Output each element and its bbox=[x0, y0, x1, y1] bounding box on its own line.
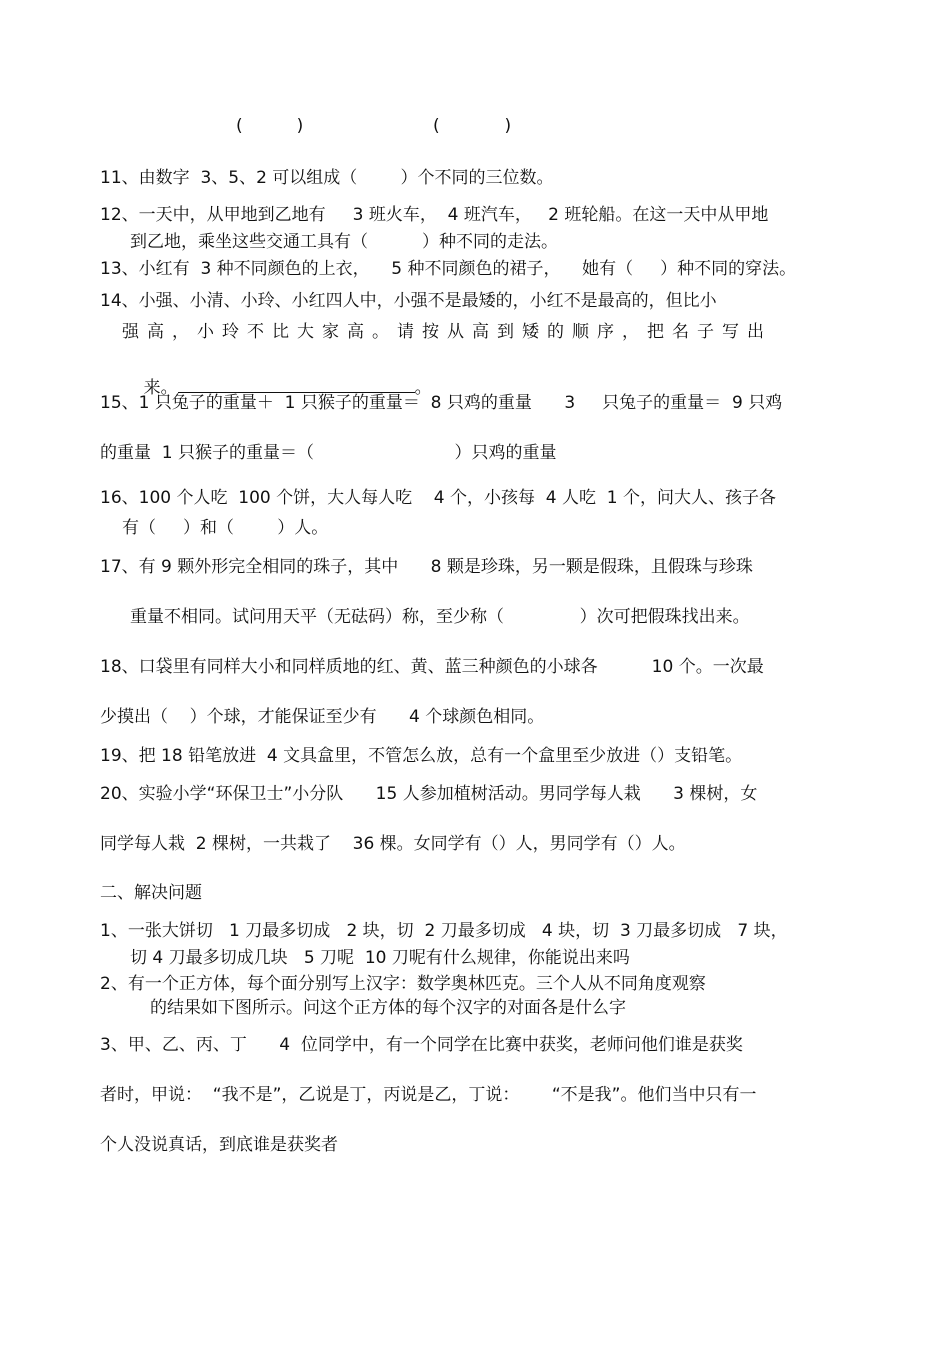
problem-2-line-1: 2、有一个正方体，每个面分别写上汉字：数学奥林匹克。三个人从不同角度观察 bbox=[100, 974, 706, 994]
problem-3-line-3: 个人没说真话，到底谁是获奖者 bbox=[100, 1135, 338, 1155]
question-16-line-1: 16、100 个人吃 100 个饼，大人每人吃 4 个，小孩每 4 人吃 1 个，问大人、孩子各 bbox=[100, 488, 777, 508]
answer-blank bbox=[178, 376, 415, 393]
question-17-line-2: 重量不相同。试问用天平（无砝码）称，至少称（ ）次可把假珠找出来。 bbox=[130, 607, 750, 627]
problem-1-line-1: 1、一张大饼切 1 刀最多切成 2 块，切 2 刀最多切成 4 块，切 3 刀最多切成 7 块， bbox=[100, 921, 788, 941]
question-15-line-2: 的重量 1 只猴子的重量＝（ ）只鸡的重量 bbox=[100, 443, 557, 463]
question-12-line-2: 到乙地，乘坐这些交通工具有（ ）种不同的走法。 bbox=[130, 232, 559, 252]
question-18-line-1: 18、口袋里有同样大小和同样质地的红、黄、蓝三种颜色的小球各 10 个。一次最 bbox=[100, 657, 764, 677]
question-14-suffix: 。 bbox=[414, 378, 432, 398]
question-19: 19、把 18 铅笔放进 4 文具盒里，不管怎么放，总有一个盒里至少放进（）支铅笔。 bbox=[100, 746, 743, 766]
question-15-line-1: 15、1 只兔子的重量＋ 1 只猴子的重量＝ 8 只鸡的重量 3 只兔子的重量＝ 9 只鸡 bbox=[100, 393, 783, 413]
question-20-line-1: 20、实验小学“环保卫士”小分队 15 人参加植树活动。男同学每人栽 3 棵树，女 bbox=[100, 784, 758, 804]
section-heading: 二、解决问题 bbox=[100, 883, 202, 903]
question-16-line-2: 有（ ）和（ ）人。 bbox=[122, 518, 329, 538]
problem-3-line-1: 3、甲、乙、丙、丁 4 位同学中，有一个同学在比赛中获奖，老师问他们谁是获奖 bbox=[100, 1035, 743, 1055]
question-18-line-2: 少摸出（ ）个球，才能保证至少有 4 个球颜色相同。 bbox=[100, 707, 545, 727]
paren-row: ( ) ( ) bbox=[236, 116, 512, 136]
question-13: 13、小红有 3 种不同颜色的上衣， 5 种不同颜色的裙子， 她有（ ）种不同的穿法。 bbox=[100, 259, 797, 279]
problem-2-line-2: 的结果如下图所示。问这个正方体的每个汉字的对面各是什么字 bbox=[150, 998, 626, 1018]
question-17-line-1: 17、有 9 颗外形完全相同的珠子，其中 8 颗是珍珠，另一颗是假珠，且假珠与珍珠 bbox=[100, 557, 753, 577]
question-20-line-2: 同学每人栽 2 棵树，一共栽了 36 棵。女同学有（）人，男同学有（）人。 bbox=[100, 834, 686, 854]
question-12-line-1: 12、一天中，从甲地到乙地有 3 班火车， 4 班汽车， 2 班轮船。在这一天中从甲地 bbox=[100, 205, 769, 225]
question-14-line-2: 强高，小玲不比大家高。请按从高到矮的顺序，把名子写出 bbox=[122, 322, 772, 342]
problem-1-line-2: 切 4 刀最多切成几块 5 刀呢 10 刀呢有什么规律，你能说出来吗 bbox=[130, 948, 630, 968]
question-14-line-1: 14、小强、小清、小玲、小红四人中，小强不是最矮的，小红不是最高的，但比小 bbox=[100, 291, 717, 311]
problem-3-line-2: 者时，甲说： “我不是”，乙说是丁，丙说是乙，丁说： “不是我”。他们当中只有一 bbox=[100, 1085, 757, 1105]
question-11: 11、由数字 3、5、2 可以组成（ ）个不同的三位数。 bbox=[100, 168, 554, 188]
question-14-prefix: 来。 bbox=[143, 378, 178, 398]
